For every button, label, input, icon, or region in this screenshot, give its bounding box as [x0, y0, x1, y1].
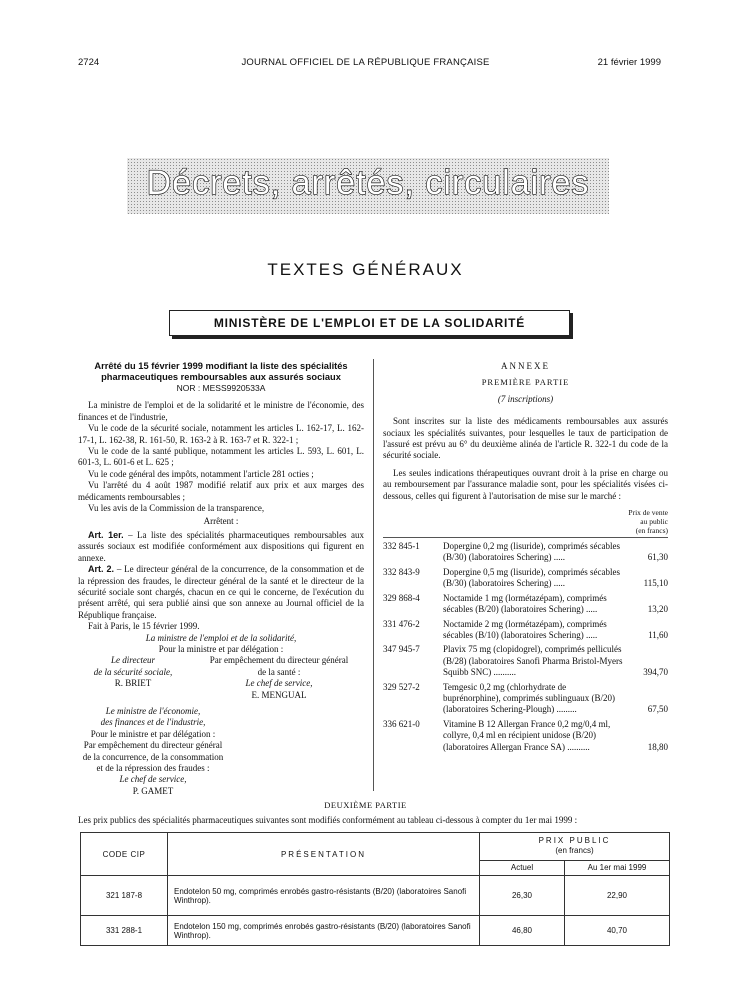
annexe-heading: ANNEXE: [501, 361, 550, 371]
column-header-code: CODE CIP: [81, 833, 168, 876]
table-row: [81, 916, 670, 946]
delegation-line: Pour la ministre et par délégation :: [158, 643, 284, 654]
medicine-description: Noctamide 2 mg (lormétazépam), comprimés sécables (B/10) (laboratoires Schering) .....: [443, 618, 607, 640]
article-1-text: – La liste des spécialités pharmaceutiques remboursables aux assurés sociaux est modifiée conformément aux dispositions qui figurent en annexe.: [78, 529, 364, 563]
article-1-label: Art. 1er.: [88, 529, 124, 540]
article-2-label: Art. 2.: [88, 564, 115, 575]
issue-date: 21 février 1999: [597, 57, 661, 68]
fait-a-paris: Fait à Paris, le 15 février 1999.: [88, 621, 200, 632]
signatory-name: P. GAMET: [132, 785, 174, 796]
presentation-cell: Endotelon 150 mg, comprimés enrobés gastro-résistants (B/20) (laboratoires Sanofi Winthrop).: [168, 916, 480, 946]
preamble-line: Vu l'arrêté du 4 août 1987 modifié relatif aux prix et aux marges des médicaments remboursables ;: [78, 480, 364, 502]
signatory-role: et de la répression des fraudes :: [96, 763, 210, 773]
signatory-name: E. MENGUAL: [251, 689, 307, 700]
medicine-price: 18,80: [647, 741, 668, 752]
medicine-item: [383, 719, 668, 753]
column-header-presentation: PRÉSENTATION: [168, 833, 480, 876]
price-actuel: 46,80: [480, 916, 565, 946]
table-row: [81, 876, 670, 916]
signatory-role: de la santé :: [257, 666, 301, 677]
signatory-role: de la concurrence, de la consommation: [82, 751, 224, 762]
preamble-line: Vu les avis de la Commission de la transparence,: [88, 503, 265, 514]
signatory-role: Le chef de service,: [245, 678, 313, 689]
price-change-table: [80, 832, 670, 946]
prix-public-label: PRIX PUBLIC: [538, 836, 611, 846]
arrete-column: [78, 361, 364, 797]
medicine-item: [383, 644, 668, 678]
medicine-list: [383, 537, 668, 753]
arretent: Arrêtent :: [203, 516, 239, 527]
cip-code: 329 868-4: [383, 592, 420, 603]
medicine-price: 394,70: [643, 667, 668, 678]
preamble-line: Vu le code de la santé publique, notamment les articles L. 593, L. 601, L. 601-3, L. 601-6 et L. 625 ;: [78, 446, 364, 468]
medicine-description: Noctamide 1 mg (lormétazépam), comprimés sécables (B/20) (laboratoires Schering) .....: [443, 592, 607, 615]
cip-code: 336 621-0: [383, 718, 420, 729]
signature-block: [78, 655, 364, 701]
signatory-title: Le ministre de l'économie,: [105, 705, 201, 716]
table-header-row: [81, 833, 670, 861]
cip-code: 329 527-2: [383, 681, 420, 692]
medicine-item: [383, 619, 668, 642]
medicine-price: 13,20: [647, 604, 668, 615]
cip-code: 331 476-2: [383, 618, 420, 629]
signatory-role: de la sécurité sociale,: [93, 666, 173, 677]
price-new: 22,90: [565, 876, 670, 916]
column-header-new-price: Au 1er mai 1999: [565, 860, 670, 875]
article-2: [78, 564, 364, 621]
part2-intro: Les prix publics des spécialités pharmaceutiques suivantes sont modifiés conformément au tableau ci-dessous à compter du 1er mai 1999 :: [78, 815, 578, 825]
signatory-role: Par empêchement du directeur général: [83, 740, 223, 751]
medicine-description: Plavix 75 mg (clopidogrel), comprimés pelliculés (B/28) (laboratoires Sanofi Pharma Bristol-Myers Squibb SNC) ..........: [443, 644, 623, 678]
price-column-header: [383, 508, 668, 535]
signatory-role: Par empêchement du directeur général: [209, 655, 349, 666]
inscriptions-count: (7 inscriptions): [497, 393, 554, 404]
signatory-title: des finances et de l'industrie,: [100, 717, 206, 728]
price-new: 40,70: [565, 916, 670, 946]
annexe-paragraph: Les seules indications thérapeutiques ouvrant droit à la prise en charge ou au remboursement par l'assurance maladie sont, pour les spécialités visées ci-dessous, celles qui figurent à l'autorisation de mise sur le marché :: [383, 467, 668, 501]
annexe-paragraph: Sont inscrites sur la liste des médicaments remboursables aux assurés sociaux les spécialités suivantes, pour lesquelles le taux de participation de l'assuré est prévu au 6° du deuxième alinéa de l'article R. 322-1 du code de la sécurité sociale.: [383, 416, 668, 461]
banner-title: Décrets, arrêtés, circulaires: [146, 164, 590, 202]
medicine-price: 61,30: [647, 552, 668, 563]
signatory-role: Le chef de service,: [119, 774, 187, 785]
part-heading: PREMIÈRE PARTIE: [481, 377, 570, 388]
medicine-description: Dopergine 0,2 mg (lisuride), comprimés sécables (B/30) (laboratoires Schering) .....: [443, 541, 621, 563]
medicine-description: Vitamine B 12 Allergan France 0,2 mg/0,4 ml, collyre, 0,4 ml en récipient unidose (B/20) (laboratoires Allergan France SA) ..........: [443, 718, 611, 752]
medicine-item: [383, 682, 668, 716]
medicine-item: [383, 567, 668, 590]
part2-heading: DEUXIÈME PARTIE: [324, 800, 407, 810]
cip-code: 332 845-1: [383, 541, 420, 552]
signatory-role: Le directeur: [111, 655, 155, 666]
signature-block: [78, 706, 228, 797]
cip-code: 332 843-9: [383, 566, 420, 577]
section-banner: [127, 158, 609, 214]
section-title: TEXTES GÉNÉRAUX: [267, 260, 464, 279]
ministry-box: MINISTÈRE DE L'EMPLOI ET DE LA SOLIDARITÉ: [169, 310, 570, 336]
preamble-line: Vu le code général des impôts, notamment l'article 281 octies ;: [88, 468, 314, 479]
presentation-cell: Endotelon 50 mg, comprimés enrobés gastro-résistants (B/20) (laboratoires Sanofi Winthrop).: [168, 876, 480, 916]
article-1: [78, 530, 364, 564]
cip-code: 321 187-8: [81, 876, 168, 916]
price-actuel: 26,30: [480, 876, 565, 916]
medicine-item: [383, 593, 668, 616]
journal-title: JOURNAL OFFICIEL DE LA RÉPUBLIQUE FRANÇAISE: [241, 57, 490, 68]
cip-code: 331 288-1: [81, 916, 168, 946]
article-2-text: – Le directeur général de la concurrence, de la consommation et de la répression des fraudes, le directeur général de la santé et le directeur de la sécurité sociale sont chargés, chacun en ce qui le concerne, de l'exécution du présent arrêté, qui sera publié ainsi que son annexe au Journal officiel de la République française.: [78, 564, 364, 620]
medicine-price: 11,60: [648, 629, 668, 640]
price-header-line: Prix de vente: [628, 508, 668, 518]
cip-code: 347 945-7: [383, 644, 420, 655]
price-header-line: au public: [640, 517, 668, 527]
nor-reference: NOR : MESS9920533A: [176, 383, 266, 393]
medicine-description: Temgesic 0,2 mg (chlorhydrate de buprénorphine), comprimés sublinguaux (B/20) (laboratoires Schering-Plough) .........: [443, 681, 615, 715]
price-header-line: (en francs): [635, 526, 668, 536]
arrete-title: Arrêté du 15 février 1999 modifiant la liste des spécialités pharmaceutiques remboursables aux assurés sociaux: [94, 361, 348, 382]
column-divider: [373, 359, 374, 791]
annexe-column: [383, 361, 668, 753]
medicine-item: [383, 541, 668, 564]
column-header-prix: [480, 833, 670, 861]
column-header-actuel: Actuel: [480, 860, 565, 875]
signatory-title: La ministre de l'emploi et de la solidarité,: [145, 632, 297, 643]
prix-public-unit: (en francs): [555, 846, 594, 856]
page-number: 2724: [78, 57, 100, 68]
preamble-line: La ministre de l'emploi et de la solidarité et le ministre de l'économie, des finances et de l'industrie,: [78, 400, 364, 422]
signatory-name: R. BRIET: [114, 678, 152, 689]
delegation-line: Pour le ministre et par délégation :: [90, 728, 216, 739]
medicine-price: 67,50: [647, 704, 668, 715]
preamble-line: Vu le code de la sécurité sociale, notamment les articles L. 162-17, L. 162-17-1, L. 162-38, R. 161-50, R. 163-2 à R. 163-7 et R. 322-1 ;: [78, 423, 364, 445]
medicine-description: Dopergine 0,5 mg (lisuride), comprimés sécables (B/30) (laboratoires Schering) .....: [443, 566, 621, 589]
medicine-price: 115,10: [643, 578, 668, 589]
